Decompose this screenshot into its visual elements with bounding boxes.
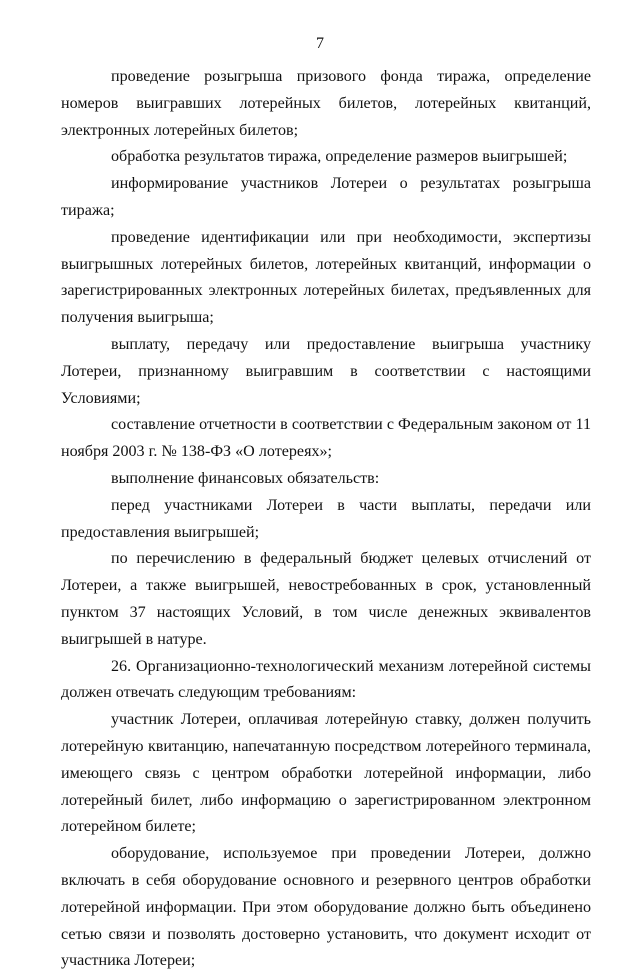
paragraph-participant-receipt: участник Лотереи, оплачивая лотерейную ставку, должен получить лотерейную квитанцию, напечатанную посредством лотерейного терминала, имеющего связь с центром обработки лотерейной информации, либо лотерейный билет, либо информацию о зарегистрированном электронном лотерейном билете; (61, 711, 591, 836)
page-number: 7 (316, 35, 324, 52)
paragraph-equipment: оборудование, используемое при проведении Лотереи, должно включать в себя оборудование основного и резервного центров обработки лотерейной информации. При этом оборудование должно быть объединено сетью связи и позволять достоверно установить, что документ исходит от участника Лотереи; (61, 845, 591, 970)
paragraph-identification: проведение идентификации или при необходимости, экспертизы выигрышных лотерейных билетов, лотерейных квитанций, информации о зарегистрированных электронных лотерейных билетах, предъявленных для получения выигрыша; (61, 228, 591, 327)
paragraph-draw-results: обработка результатов тиража, определение размеров выигрышей; (111, 148, 568, 166)
paragraph-obligations-budget: по перечислению в федеральный бюджет целевых отчислений от Лотереи, а также выигрышей, невостребованных в срок, установленный пунктом 37 настоящих Условий, в том числе денежных эквивалентов выигрышей в натуре. (61, 550, 591, 648)
paragraph-section-26: 26. Организационно-технологический механизм лотерейной системы должен отвечать следующим требованиям: (61, 657, 591, 702)
paragraph-reporting: составление отчетности в соответствии с Федеральным законом от 11 ноября 2003 г. № 138-ФЗ «О лотереях»; (61, 416, 591, 461)
paragraph-obligations-participants: перед участниками Лотереи в части выплаты, передачи или предоставления выигрышей; (61, 496, 591, 541)
paragraph-financial-obligations: выполнение финансовых обязательств: (111, 469, 380, 487)
paragraph-draw-procedure: проведение розыгрыша призового фонда тиража, определение номеров выигравших лотерейных билетов, лотерейных квитанций, электронных лотерейных билетов; (61, 68, 591, 139)
paragraph-payout: выплату, передачу или предоставление выигрыша участнику Лотереи, признанному выигравшим в соответствии с настоящими Условиями; (61, 335, 591, 407)
paragraph-inform-participants: информирование участников Лотереи о результатах розыгрыша тиража; (61, 175, 591, 219)
document-body (61, 64, 591, 975)
